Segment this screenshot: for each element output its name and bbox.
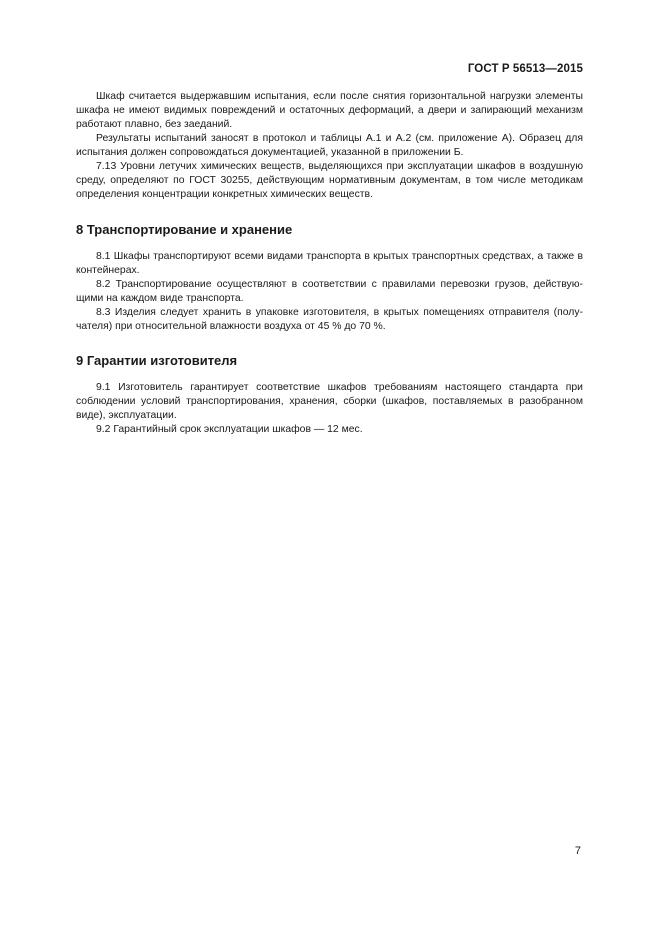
paragraph-7-12-result: Шкаф считается выдержавшим испытания, если после снятия горизонтальной нагрузки элементы шкафа не имеют видимых повреждений и остаточных деформаций, а двери и запирающий механизм работают плавно, без заеданий.	[76, 91, 583, 130]
page-content	[76, 90, 583, 437]
paragraph-8-1: 8.1 Шкафы транспортируют всеми видами транспорта в крытых транспортных средствах, а также в контейнерах.	[76, 251, 583, 276]
paragraph-8-2: 8.2 Транспортирование осуществляют в соответствии с правилами перевозки грузов, действующими на каждом виде транспорта.	[76, 279, 583, 304]
section-9-heading: 9 Гарантии изготовителя	[76, 353, 238, 368]
section-8-heading: 8 Транспортирование и хранение	[76, 222, 293, 237]
paragraph-8-3: 8.3 Изделия следует хранить в упаковке изготовителя, в крытых помещениях отправителя (получателя) при относительной влажности воздуха от 45 % до 70 %.	[76, 307, 583, 332]
document-code: ГОСТ Р 56513—2015	[467, 63, 583, 75]
paragraph-9-1: 9.1 Изготовитель гарантирует соответствие шкафов требованиям настоящего стандарта при соблюдении условий транспортирования, хранения, сборки (шкафов, поставляемых в разобранном виде), эксплуатации.	[76, 382, 583, 421]
paragraph-7-12-protocol: Результаты испытаний заносят в протокол и таблицы А.1 и А.2 (см. приложение А). Образец для испытания должен сопровождаться документацией, указанной в приложении Б.	[76, 133, 583, 158]
page-number: 7	[574, 845, 581, 857]
paragraph-9-2: 9.2 Гарантийный срок эксплуатации шкафов — 12 мес.	[96, 424, 363, 435]
paragraph-7-13: 7.13 Уровни летучих химических веществ, выделяющихся при эксплуатации шкафов в воздушную среду, определяют по ГОСТ 30255, действующим нормативным документам, в том числе методикам определения концентрации конкретных химических веществ.	[76, 161, 583, 200]
